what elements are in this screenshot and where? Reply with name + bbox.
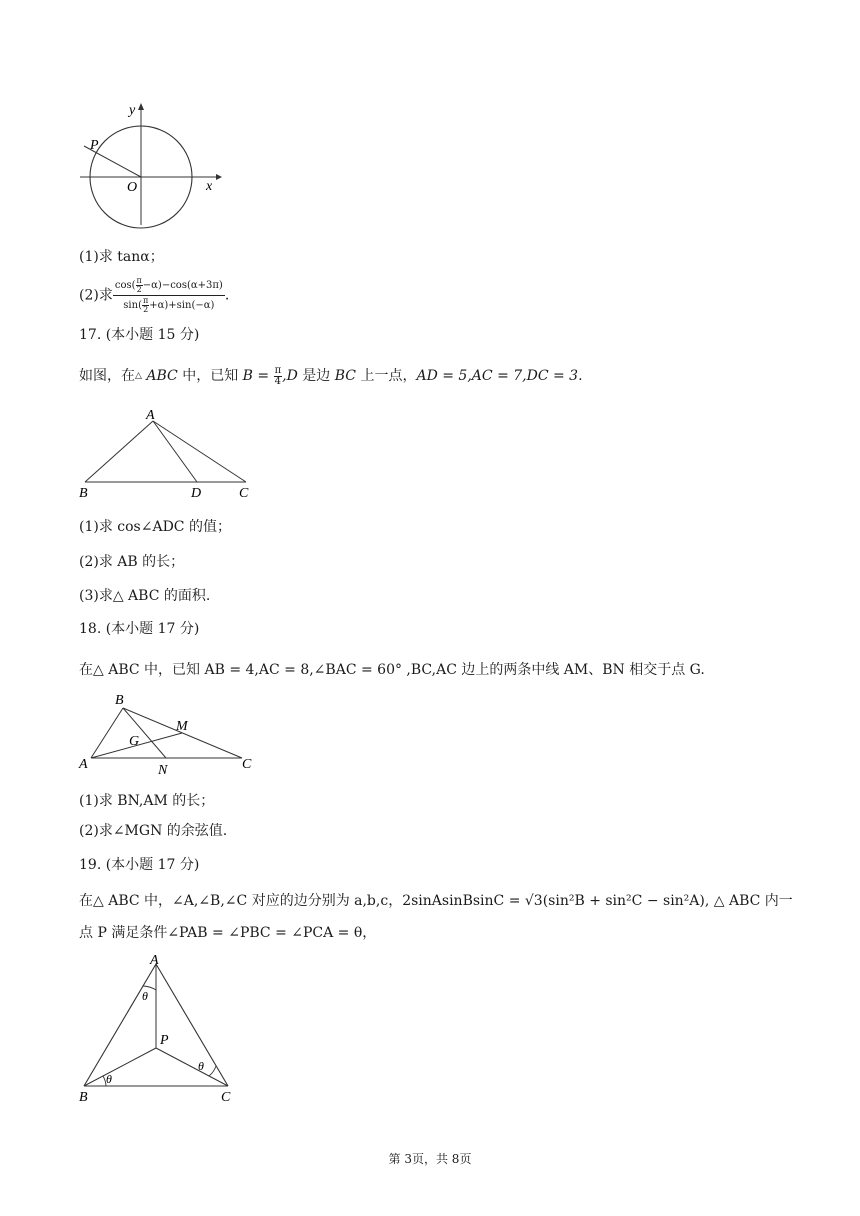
pi-over-4: $\frac{\pi}{4}$: [274, 364, 282, 387]
label-c: C: [221, 1090, 231, 1105]
label-b: B: [79, 486, 88, 501]
x-axis-arrow: [216, 174, 222, 180]
label-c: C: [239, 486, 249, 501]
label-b: B: [115, 693, 124, 708]
segment-ac: [153, 421, 246, 482]
label-x: x: [206, 179, 213, 194]
label-p: P: [90, 138, 99, 153]
label-theta-a: θ: [142, 989, 148, 1003]
label-a: A: [79, 757, 88, 772]
label-o: O: [127, 180, 138, 195]
q17-header: 17. (本小题 15 分): [79, 327, 200, 343]
triangle-brocard-figure: [76, 952, 246, 1107]
q18-stem: 在△ ABC 中，已知 AB = 4,AC = 8,∠BAC = 60° ,BC,AC 边上的两条中线 AM、BN 相交于点 G.: [79, 662, 705, 678]
q16-part2: (2)求 cos( $\frac{\pi}{2}$ −α)−cos(α+3π) sin( $\frac{\pi}{2}$ +α)+sin(−α) .: [79, 276, 230, 314]
q16-fraction: [113, 277, 225, 314]
q19-stem-line2: 点 P 满足条件∠PAB = ∠PBC = ∠PCA = θ，: [79, 925, 377, 941]
segment-ac: [156, 964, 228, 1086]
q18-part1: (1)求 BN,AM 的长；: [79, 793, 215, 809]
label-a: A: [150, 953, 159, 968]
q18-header: 18. (本小题 17 分): [79, 621, 200, 637]
label-y: y: [129, 103, 136, 118]
q17-part2: (2)求 AB 的长；: [79, 554, 185, 570]
label-g: G: [129, 734, 140, 749]
q16-part1: (1)求 tanα；: [79, 249, 164, 265]
segment-ad: [153, 421, 197, 482]
label-theta-b: θ: [106, 1072, 112, 1086]
label-m: M: [176, 719, 188, 734]
label-a: A: [146, 408, 155, 423]
angle-arc-c: [209, 1066, 216, 1076]
q16-part2-prefix: (2)求: [79, 287, 113, 304]
label-p: P: [160, 1033, 169, 1048]
unit-circle-figure: [76, 100, 226, 230]
label-theta-c: θ: [198, 1059, 204, 1073]
q19-stem-line1: 在△ ABC 中，∠A,∠B,∠C 对应的边分别为 a,b,c，2sinAsinBsinC = √3(sin²B + sin²C − sin²A), △ ABC 内一: [79, 893, 793, 909]
q17-stem: 如图，在△ ABC 中，已知 B = $\frac{\pi}{4}$ ,D 是边 BC 上一点，AD = 5,AC = 7,DC = 3.: [79, 364, 583, 387]
label-c: C: [242, 757, 252, 772]
q16-denominator: sin( $\frac{\pi}{2}$ +α)+sin(−α): [123, 296, 215, 314]
q16-numerator: cos( $\frac{\pi}{2}$ −α)−cos(α+3π): [114, 276, 223, 294]
label-b: B: [79, 1090, 88, 1105]
triangle-abd-figure: [76, 404, 256, 504]
triangle-medians-figure: [76, 690, 261, 780]
q19-header: 19. (本小题 17 分): [79, 857, 200, 873]
segment-ab: [84, 964, 156, 1086]
segment-ab: [85, 421, 153, 482]
label-n: N: [158, 763, 168, 778]
q17-part3: (3)求△ ABC 的面积.: [79, 588, 211, 604]
median-bn: [123, 708, 166, 758]
y-axis-arrow: [138, 103, 144, 110]
q18-part2: (2)求∠MGN 的余弦值.: [79, 823, 228, 839]
label-d: D: [191, 486, 202, 501]
q17-part1: (1)求 cos∠ADC 的值；: [79, 519, 231, 535]
page-footer: 第 3页，共 8页: [388, 1152, 472, 1166]
